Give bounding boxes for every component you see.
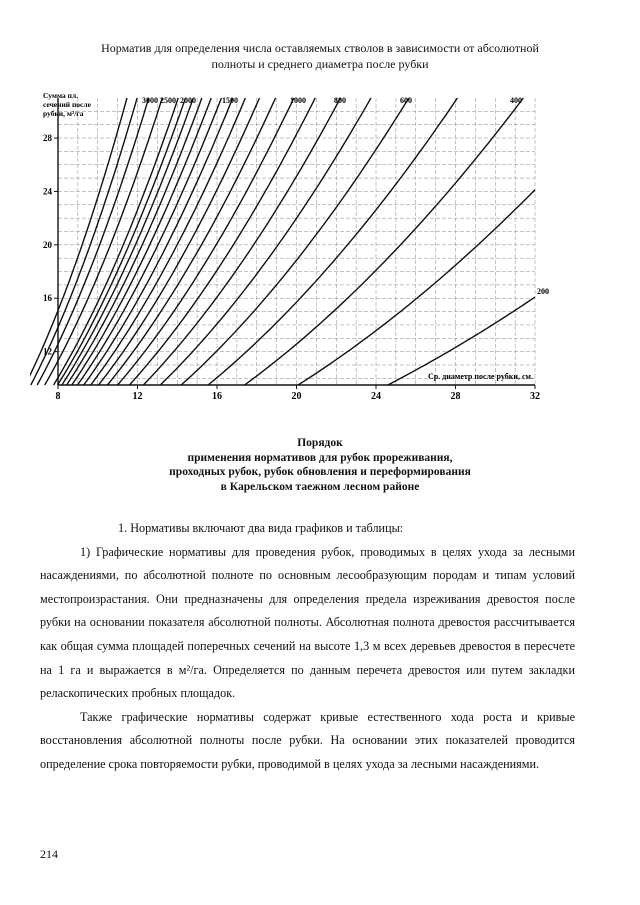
curve-label-2500: 2500 bbox=[160, 96, 176, 105]
page-title-line-1: Норматив для определения числа оставляемых стволов в зависимости от абсолютной bbox=[101, 41, 539, 55]
curve-1100 bbox=[107, 98, 275, 385]
x-tick-label: 16 bbox=[212, 391, 222, 402]
curve-label-600: 600 bbox=[400, 96, 412, 105]
y-tick-label: 12 bbox=[43, 346, 52, 357]
curve-2250 bbox=[45, 98, 163, 385]
x-tick-label: 8 bbox=[55, 391, 61, 402]
curve-700 bbox=[160, 98, 371, 385]
x-tick-label: 28 bbox=[450, 391, 461, 402]
paragraph-graphic-norms: 1) Графические нормативы для проведения рубок, проводимых в целях ухода за лесными насаждениями, по абсолютной полноте по основным лесообразующим породам и типам условий местопроизрастания. Они предназначены для определения предела изреживания древостоя после рубки на основании показателя абсолютной полноты. Абсолютная полнота древостоя рассчитывается как общая сумма площадей поперечных сечений на высоте 1,3 м всех деревьев древостоя в пересчете на 1 га и выражается в м²/га. Определяется по данным перечета древостоя или путем закладки реласкопических пробных площадок. bbox=[40, 544, 575, 701]
y-tick-label: 20 bbox=[43, 239, 52, 250]
curve-label-1000: 1000 bbox=[290, 96, 306, 105]
y-axis-title-line: рубки, м²/га bbox=[43, 109, 84, 118]
y-axis-title-line: Сумма пл. bbox=[43, 91, 79, 100]
body-text bbox=[40, 517, 575, 777]
basal-area-diameter-chart bbox=[30, 90, 550, 410]
page-title-line-2: полноты и среднего диаметра после рубки bbox=[211, 57, 429, 71]
curve-1800 bbox=[62, 98, 193, 385]
x-tick-label: 20 bbox=[291, 391, 302, 402]
curve-label-200: 200 bbox=[537, 287, 549, 297]
curve-300 bbox=[298, 190, 535, 385]
x-tick-label: 12 bbox=[132, 391, 143, 402]
heading-line: Порядок bbox=[297, 437, 343, 449]
page-number: 214 bbox=[40, 847, 58, 861]
heading-line: в Карельском таежном лесном районе bbox=[220, 480, 420, 493]
y-tick-label: 24 bbox=[43, 186, 52, 197]
page-title bbox=[40, 40, 600, 72]
y-tick-label: 16 bbox=[43, 293, 52, 304]
x-tick-label: 24 bbox=[371, 391, 381, 402]
curve-label-2000: 2000 bbox=[180, 96, 196, 105]
chart-curves bbox=[30, 98, 535, 385]
heading-line: проходных рубок, рубок обновления и переформирования bbox=[169, 466, 471, 478]
x-axis-title: Ср. диаметр после рубки, см. bbox=[427, 372, 533, 381]
curve-500 bbox=[208, 98, 457, 385]
curve-label-1500: 1500 bbox=[222, 96, 238, 105]
paragraph-intro: 1. Нормативы включают два вида графиков и таблицы: bbox=[118, 521, 404, 535]
x-tick-label: 32 bbox=[530, 391, 540, 402]
curve-label-400: 400 bbox=[510, 96, 522, 105]
section-heading bbox=[60, 436, 580, 494]
curve-label-800: 800 bbox=[334, 96, 346, 105]
y-tick-label: 28 bbox=[43, 133, 52, 144]
paragraph-growth-curves: Также графические нормативы содержат кривые естественного хода роста и кривые восстановления абсолютной полноты после рубки. На основании этих показателей проводится определение срока повторяемости рубки, проводимой в целях ухода за лесными насаждениями. bbox=[40, 709, 575, 771]
curve-label-3000: 3000 bbox=[142, 96, 158, 105]
chart-labels bbox=[43, 91, 549, 402]
heading-line: применения нормативов для рубок прореживания, bbox=[187, 451, 453, 464]
y-axis-title-line: сечений после bbox=[43, 100, 91, 109]
